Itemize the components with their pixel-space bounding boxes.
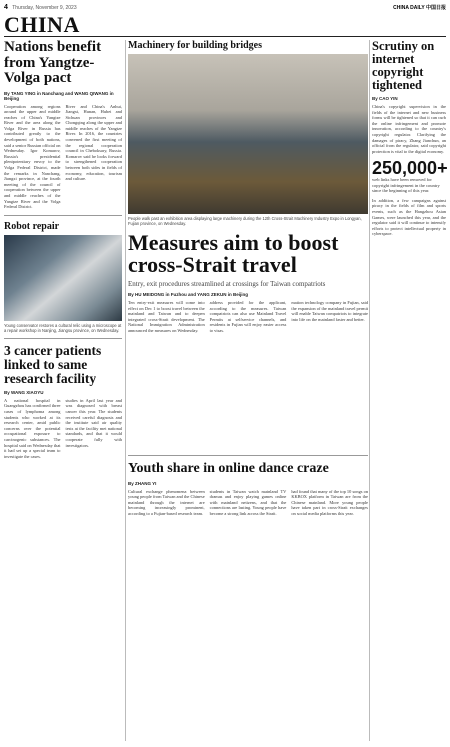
stat-box <box>372 159 446 194</box>
story-text: China's copyright supervision in the fields of the internet and new business forms will be tightened so that it can curb the online infringement and promote innovation, according to the country's copyright regulator. Clarifying the damages of piracy, Zhang Jianchun, an official from the regulator, said copyright protection is vital to the digital economy. <box>372 104 446 154</box>
story-headline: Scrutiny on internet copyright tightened <box>372 39 435 92</box>
newspaper-name: CHINA DAILY 中国日报 <box>393 5 446 11</box>
photo-caption: People walk past an exhibition area displaying large machinery during the 12th Cross-Strait Machinery Industry Expo in Longyan, Fujian province, on Wednesday. <box>128 216 362 226</box>
story-byline: By TANG YING in Nanchang and WANG QIWANG in Beijing <box>4 90 114 101</box>
divider <box>4 338 122 339</box>
story-text: River and China's Anhui, Jiangxi, Hunan, Hubei and Sichuan provinces and Chongqing along the upper and middle reaches of the Yangtze River. In 2016, the countries convened the first meeting of the regional cooperation council in Cheboksary, Russia. Komarov said he looks forward to strengthened cooperation between both sides in fields of economy, education, tourism and culture. <box>65 103 122 182</box>
left-column <box>4 40 122 459</box>
story-body <box>4 398 122 460</box>
story-text: Ten entry-exit measures will come into effect on Dec 1 to boost travel between the mainland and Taiwan and to deepen integrated cross-Strait development. The National Immigration Administration announced the measures on Wednesday. <box>128 300 205 333</box>
story-text: students in Taiwan watch mainland TV dramas and enjoy playing games online with mainland netizens, and that the connections are lasting. Young people have become a strong link across the Strait. <box>209 488 287 516</box>
page-number: 4 <box>4 4 8 11</box>
divider <box>128 455 368 456</box>
photo-heading: Robot repair <box>4 220 60 232</box>
story-body <box>128 300 368 450</box>
publication-date: Thursday, November 9, 2023 <box>12 5 77 11</box>
story-text: Cooperation among regions around the upper and middle reaches of China's Yangtze River and the area along the Volga River in Russia has contributed greatly to the development of both nations, said a senior Russian official on Wednesday. Igor Komarov, Russia's presidential plenipotentiary envoy to the Volga Federal District, made the remarks in Nanchang, Jiangxi province, at the fourth meeting of the council of cooperation between the upper and middle reaches of the Yangtze River and the Volga Federal District. <box>4 103 61 210</box>
story-headline: Nations benefit from Yangtze-Volga pact <box>4 39 102 86</box>
column-divider <box>369 40 370 741</box>
story-byline: By CAO YIN <box>372 96 398 101</box>
story-text: Cultural exchange phenomena between young people from Taiwan and the Chinese mainland through the internet are becoming increasingly prominent, according to a Fujian-based research team. <box>128 488 205 516</box>
robot-repair-photo <box>4 235 122 321</box>
photo-caption: Young conservator restores a cultural relic using a microscope at a repair workshop in Nanjing, Jiangsu province, on Wednesday. <box>4 322 122 333</box>
middle-column <box>128 40 368 516</box>
machinery-photo <box>128 54 368 214</box>
story-text: In addition, a few campaigns against piracy in the fields of film and sports events, such as the Hangzhou Asian Games, were launched this year, and the regulator said it will continue to intensify efforts to protect intellectual property in cyberspace. <box>372 197 446 237</box>
story-byline: By HU MEIDONG in Fuzhou and YANG ZEKUN in Beijing <box>128 292 249 297</box>
section-rule <box>4 36 446 37</box>
story-text: studies in April last year and was diagnosed with breast cancer this year. The students received careful diagnosis and the institute said air quality tests at the facility met national standards, and that it would cooperate fully with investigators. <box>65 397 122 448</box>
story-text: address provided for the applicant, according to the measures. Taiwan compatriots can also use Mainland Travel Permits at selfservice channels, and residents in Fujian will enjoy easier access to visas. <box>209 300 287 333</box>
story-byline: By ZHANG YI <box>128 480 157 486</box>
divider <box>4 215 122 216</box>
story-byline: By WANG XIAOYU <box>4 389 44 395</box>
section-title: CHINA <box>4 12 80 37</box>
story-headline: Measures aim to boost cross-Strait travel <box>128 230 339 277</box>
story-text: had found that many of the top 10 songs on KKBOX platform in Taiwan are from the Chinese mainland. More young people have taken part in cross-Strait exchanges on social media platforms this year. <box>291 488 369 516</box>
story-deck: Entry, exit procedures streamlined at crossings for Taiwan compatriots <box>128 280 326 288</box>
story-body <box>128 489 368 517</box>
story-text: A national hospital in Guangzhou has confirmed three cases of lymphoma among students who worked at its research center, amid public concerns over the potential occupational exposure to carcinogenic substances. The hospital said on Wednesday that it had set up a special team to investigate the cases. <box>4 397 61 459</box>
story-headline: 3 cancer patients linked to same research facility <box>4 342 102 386</box>
story-text: mation technology company in Fujian, said the expansion of the mainland travel permit will enable Taiwan compatriots to integrate into life on the mainland faster and better. <box>291 300 368 322</box>
stat-number: 250,000+ <box>372 158 448 179</box>
column-divider <box>125 40 126 741</box>
photo-heading: Machinery for building bridges <box>128 40 262 51</box>
right-column <box>372 40 446 237</box>
stat-note: web links have been removed for copyright infringement in the country since the beginning of this year. <box>372 177 440 194</box>
story-body <box>4 104 122 210</box>
story-headline: Youth share in online dance craze <box>128 461 329 476</box>
